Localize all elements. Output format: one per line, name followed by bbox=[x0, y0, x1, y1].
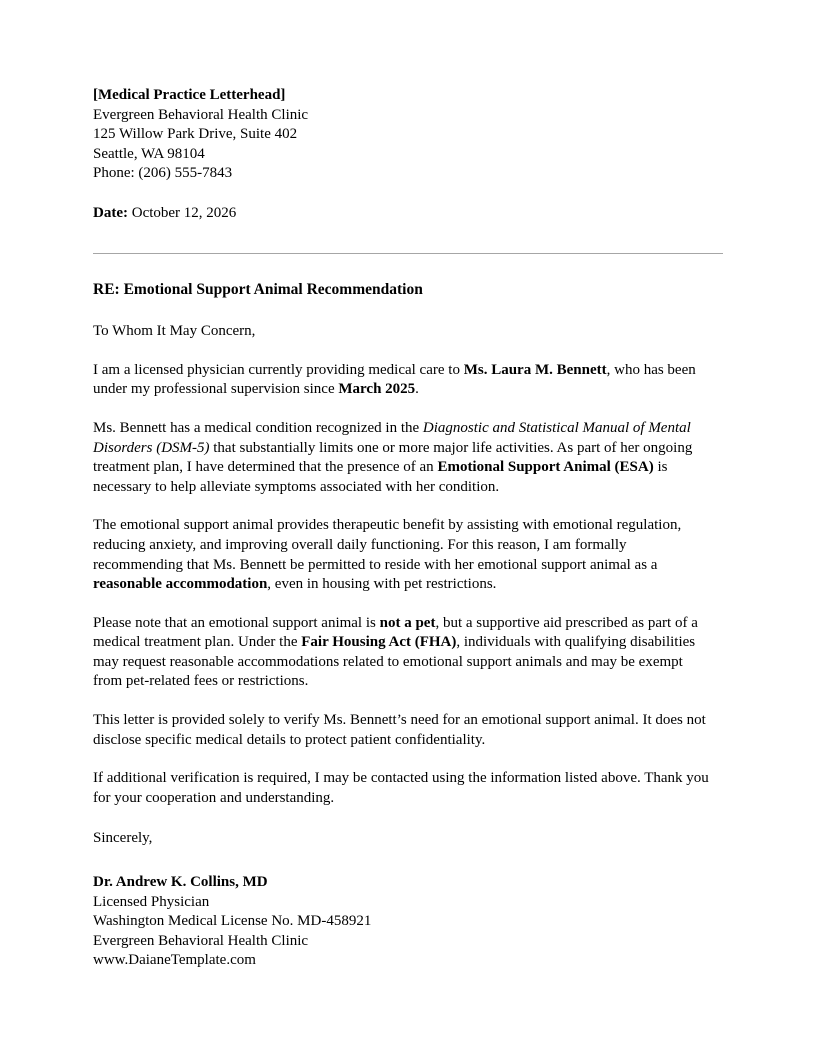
paragraph-diagnosis bbox=[93, 419, 713, 497]
p1-seg2: , who has been under my professional supervision since bbox=[93, 361, 696, 398]
letterhead-block bbox=[93, 86, 713, 184]
p2-esa-term: Emotional Support Animal (ESA) bbox=[437, 459, 654, 476]
subject-line: RE: Emotional Support Animal Recommendation bbox=[93, 281, 423, 299]
p1-seg3: . bbox=[415, 381, 419, 398]
letterhead-clinic-name: Evergreen Behavioral Health Clinic bbox=[93, 106, 309, 123]
p2-seg2: that substantially limits one or more major life activities. As part of her ongoing treatment plan, I have determined that the presence of an bbox=[93, 439, 693, 476]
signer-clinic: Evergreen Behavioral Health Clinic bbox=[93, 932, 309, 949]
p6-seg1: If additional verification is required, I may be contacted using the information listed above. Thank you for your cooperation and understanding. bbox=[93, 770, 709, 806]
horizontal-divider bbox=[93, 253, 723, 254]
letterhead-phone: Phone: (206) 555-7843 bbox=[93, 165, 233, 182]
paragraph-therapeutic-benefit bbox=[93, 516, 713, 594]
p4-fha-term: Fair Housing Act (FHA) bbox=[301, 634, 457, 651]
paragraph-verification bbox=[93, 769, 713, 808]
p2-dsm-reference: Diagnostic and Statistical Manual of Mental Disorders (DSM-5) bbox=[93, 419, 691, 456]
p2-seg1: Ms. Bennett has a medical condition recognized in the bbox=[93, 419, 423, 436]
p1-patient-name: Ms. Laura M. Bennett bbox=[463, 361, 607, 378]
date-label: Date: bbox=[93, 204, 128, 221]
p2-seg3: is necessary to help alleviate symptoms associated with her condition. bbox=[93, 459, 668, 495]
closing-line: Sincerely, bbox=[93, 830, 153, 847]
date-value: October 12, 2026 bbox=[131, 204, 237, 221]
p3-reasonable-accommodation: reasonable accommodation bbox=[93, 576, 268, 593]
p4-seg3: , individuals with qualifying disabilities may request reasonable accommodations related to emotional support animals and may be exempt from pet-related fees or restrictions. bbox=[93, 634, 696, 690]
signer-name: Dr. Andrew K. Collins, MD bbox=[93, 874, 268, 891]
p1-seg1: I am a licensed physician currently providing medical care to bbox=[93, 361, 464, 378]
date-line bbox=[93, 204, 713, 224]
paragraph-fha-notice bbox=[93, 614, 713, 692]
p3-seg1: The emotional support animal provides therapeutic benefit by assisting with emotional regulation, reducing anxiety, and improving overall daily functioning. For this reason, I am formally recommending that Ms. Bennett be permitted to reside with her emotional support animal as a bbox=[93, 517, 682, 573]
p1-supervision-start: March 2025 bbox=[338, 381, 416, 398]
signer-role: Licensed Physician bbox=[93, 893, 210, 910]
paragraph-patient-care bbox=[93, 361, 713, 400]
p4-not-a-pet: not a pet bbox=[379, 614, 436, 631]
signer-website: www.DaianeTemplate.com bbox=[93, 952, 256, 969]
p5-seg1: This letter is provided solely to verify Ms. Bennett’s need for an emotional support animal. It does not disclose specific medical details to protect patient confidentiality. bbox=[93, 712, 706, 748]
p3-seg2: , even in housing with pet restrictions. bbox=[267, 576, 497, 593]
p4-seg2: , but a supportive aid prescribed as part of a medical treatment plan. Under the bbox=[93, 614, 698, 651]
paragraph-confidentiality bbox=[93, 711, 713, 750]
p4-seg1: Please note that an emotional support animal is bbox=[93, 614, 380, 631]
salutation: To Whom It May Concern, bbox=[93, 323, 256, 340]
signature-block bbox=[93, 873, 713, 971]
letterhead-city-state-zip: Seattle, WA 98104 bbox=[93, 145, 205, 162]
document-body bbox=[93, 86, 713, 971]
signer-license: Washington Medical License No. MD-458921 bbox=[93, 913, 372, 930]
letterhead-address: 125 Willow Park Drive, Suite 402 bbox=[93, 126, 298, 143]
letterhead-title: [Medical Practice Letterhead] bbox=[93, 87, 286, 103]
